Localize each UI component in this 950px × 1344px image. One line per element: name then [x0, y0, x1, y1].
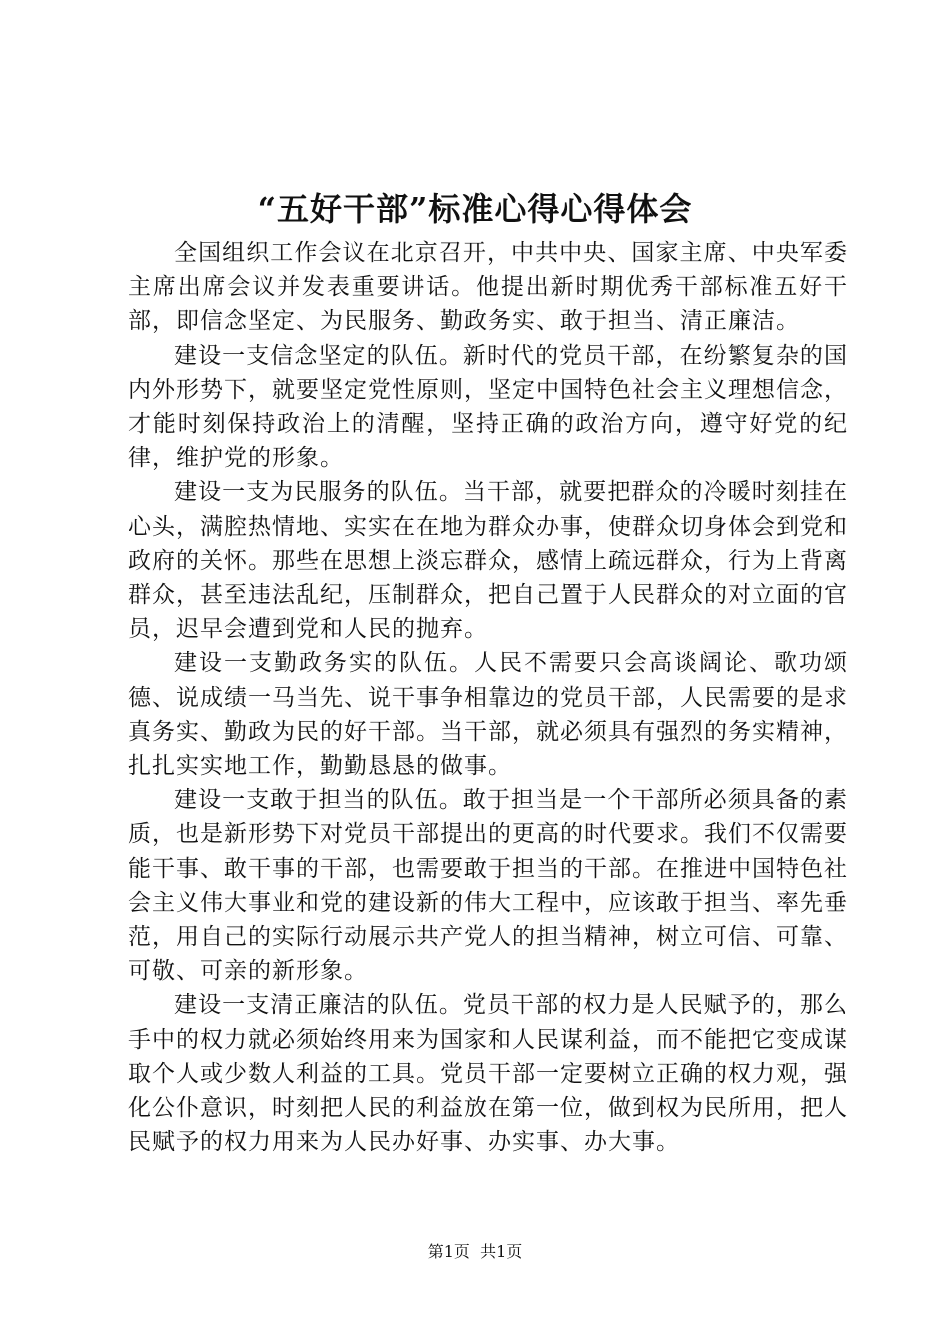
document-body: [128, 236, 848, 1159]
document-title: “五好干部”标准心得心得体会: [257, 190, 693, 228]
paragraph-responsibility: 建设一支敢于担当的队伍。敢于担当是一个干部所必须具备的素质，也是新形势下对党员干部提出的更高的时代要求。我们不仅需要能干事、敢干事的干部，也需要敢于担当的干部。在推进中国特色社会主义伟大事业和党的建设新的伟大工程中，应该敢于担当、率先垂范，用自己的实际行动展示共产党人的担当精神，树立可信、可靠、可敬、可亲的新形象。: [128, 787, 848, 985]
page-footer: 第1页 共1页: [427, 1242, 523, 1261]
paragraph-intro: 全国组织工作会议在北京召开，中共中央、国家主席、中央军委主席出席会议并发表重要讲话。他提出新时期优秀干部标准五好干部，即信念坚定、为民服务、勤政务实、敢于担当、清正廉洁。: [128, 240, 848, 335]
paragraph-faith: 建设一支信念坚定的队伍。新时代的党员干部，在纷繁复杂的国内外形势下，就要坚定党性原则，坚定中国特色社会主义理想信念，才能时刻保持政治上的清醒，坚持正确的政治方向，遵守好党的纪律，维护党的形象。: [128, 342, 848, 472]
paragraph-service: 建设一支为民服务的队伍。当干部，就要把群众的冷暖时刻挂在心头，满腔热情地、实实在在地为群众办事，使群众切身体会到党和政府的关怀。那些在思想上淡忘群众，感情上疏远群众，行为上背离群众，甚至违法乱纪，压制群众，把自己置于人民群众的对立面的官员，迟早会遭到党和人民的抛弃。: [128, 479, 848, 643]
paragraph-diligence: 建设一支勤政务实的队伍。人民不需要只会高谈阔论、歌功颂德、说成绩一马当先、说干事争相靠边的党员干部，人民需要的是求真务实、勤政为民的好干部。当干部，就必须具有强烈的务实精神，扎扎实实地工作，勤勤恳恳的做事。: [128, 650, 848, 780]
paragraph-integrity: 建设一支清正廉洁的队伍。党员干部的权力是人民赋予的，那么手中的权力就必须始终用来为国家和人民谋利益，而不能把它变成谋取个人或少数人利益的工具。党员干部一定要树立正确的权力观，强化公仆意识，时刻把人民的利益放在第一位，做到权为民所用，把人民赋予的权力用来为人民办好事、办实事、办大事。: [128, 992, 848, 1156]
